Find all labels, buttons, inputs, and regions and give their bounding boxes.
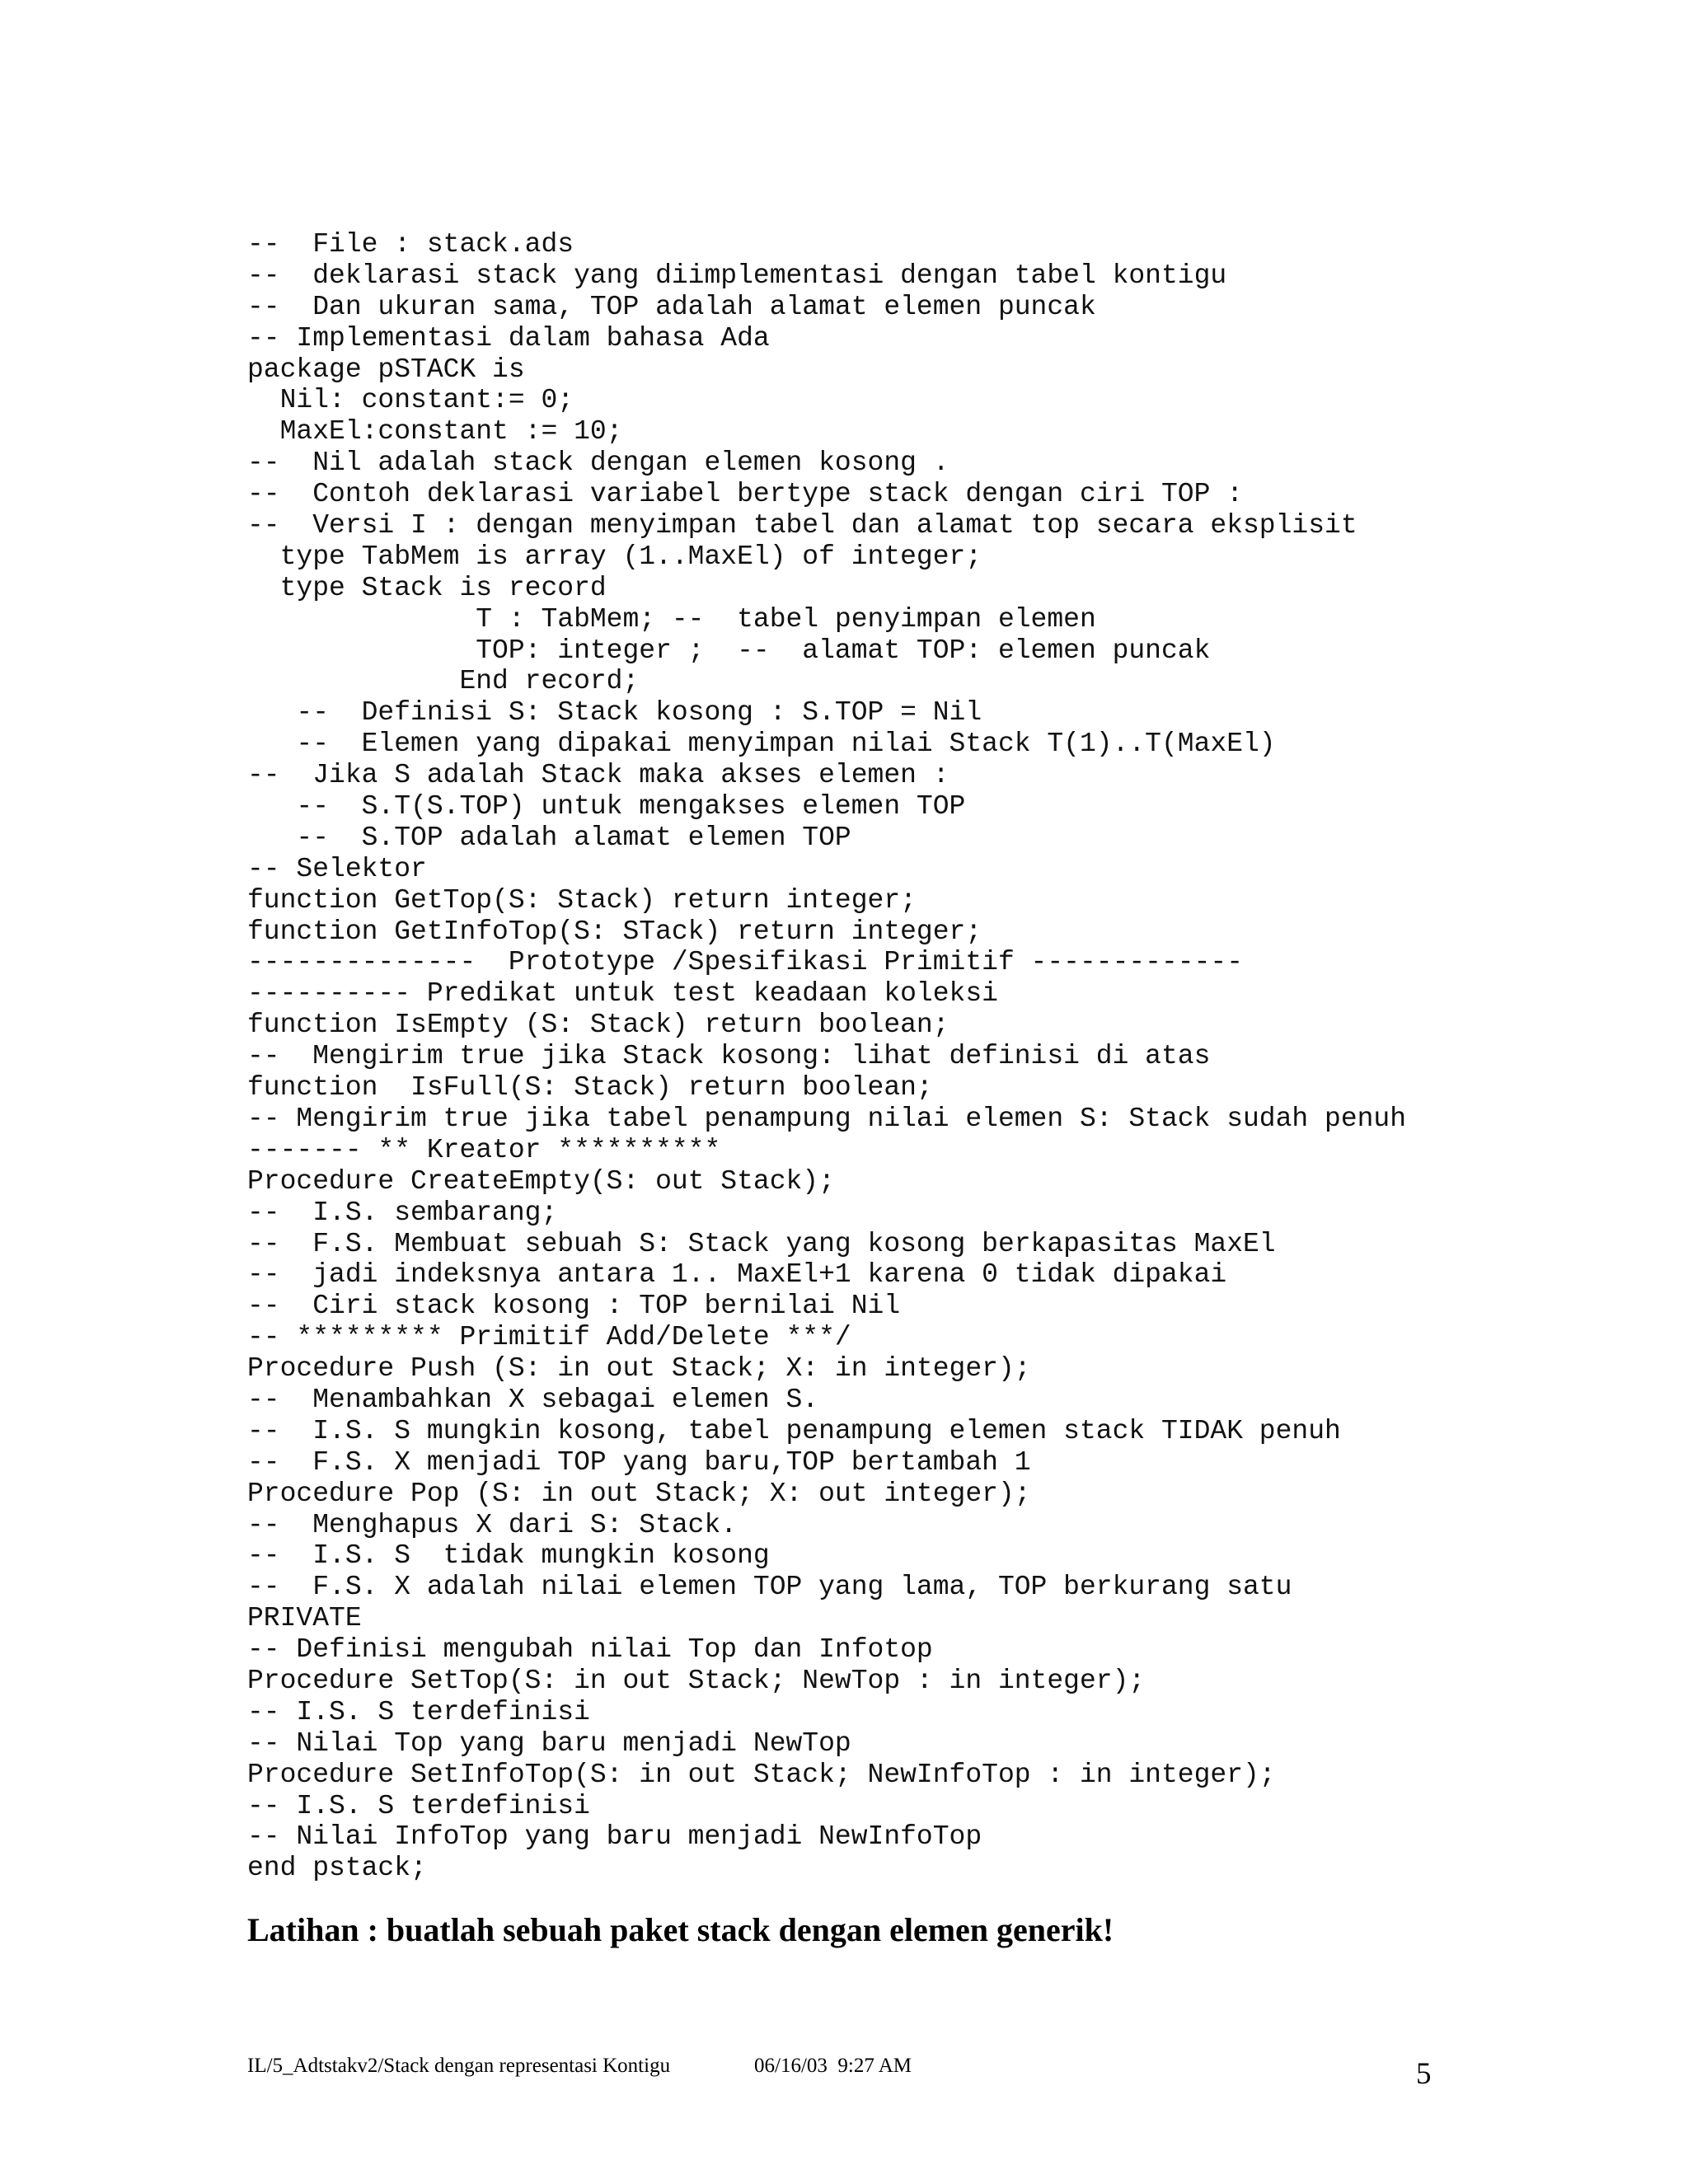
- code-line: -- I.S. S terdefinisi: [247, 1790, 590, 1821]
- code-line: function GetInfoTop(S: STack) return integer;: [247, 916, 982, 947]
- exercise-heading: Latihan : buatlah sebuah paket stack dengan elemen generik!: [247, 1911, 1114, 1948]
- code-line: -- File : stack.ads: [247, 229, 574, 260]
- code-line: -- Definisi S: Stack kosong : S.TOP = Nil: [247, 697, 982, 729]
- code-line: -- Menambahkan X sebagai elemen S.: [247, 1384, 819, 1415]
- code-line: Nil: constant:= 0;: [247, 385, 574, 416]
- code-line: -- Mengirim true jika tabel penampung nilai elemen S: Stack sudah penuh: [247, 1103, 1407, 1134]
- code-line: Procedure CreateEmpty(S: out Stack);: [247, 1165, 835, 1197]
- code-line: -- Versi I : dengan menyimpan tabel dan alamat top secara eksplisit: [247, 510, 1357, 541]
- code-line: ---------- Predikat untuk test keadaan koleksi: [247, 978, 998, 1010]
- code-line: -- I.S. S terdefinisi: [247, 1696, 590, 1727]
- code-listing: [247, 229, 1665, 1884]
- code-line: -- Elemen yang dipakai menyimpan nilai Stack T(1)..T(MaxEl): [247, 729, 1276, 760]
- code-line: -- F.S. Membuat sebuah S: Stack yang kosong berkapasitas MaxEl: [247, 1228, 1276, 1259]
- code-line: -- Nilai InfoTop yang baru menjadi NewInfoTop: [247, 1821, 982, 1853]
- code-line: Procedure SetTop(S: in out Stack; NewTop : in integer);: [247, 1665, 1146, 1696]
- code-line: -------------- Prototype /Spesifikasi Primitif -------------: [247, 947, 1243, 978]
- code-line: T : TabMem; -- tabel penyimpan elemen: [247, 603, 1096, 635]
- code-line: -- Mengirim true jika Stack kosong: lihat definisi di atas: [247, 1041, 1211, 1072]
- code-line: end pstack;: [247, 1853, 427, 1884]
- code-line: package pSTACK is: [247, 354, 525, 385]
- code-line: MaxEl:constant := 10;: [247, 416, 623, 448]
- code-line: -- Definisi mengubah nilai Top dan Infotop: [247, 1634, 933, 1666]
- code-line: type Stack is record: [247, 572, 607, 603]
- footer-datetime: 06/16/03 9:27 AM: [754, 2055, 912, 2077]
- code-line: function IsEmpty (S: Stack) return boolean;: [247, 1010, 950, 1041]
- code-line: -- F.S. X adalah nilai elemen TOP yang lama, TOP berkurang satu: [247, 1572, 1292, 1603]
- code-line: type TabMem is array (1..MaxEl) of integer;: [247, 541, 982, 572]
- code-line: function GetTop(S: Stack) return integer;: [247, 884, 917, 916]
- code-line: -- I.S. S mungkin kosong, tabel penampung elemen stack TIDAK penuh: [247, 1415, 1341, 1446]
- code-line: -- Implementasi dalam bahasa Ada: [247, 322, 770, 354]
- code-line: End record;: [247, 666, 640, 697]
- code-line: -- I.S. S tidak mungkin kosong: [247, 1540, 770, 1572]
- code-line: -- jadi indeksnya antara 1.. MaxEl+1 karena 0 tidak dipakai: [247, 1259, 1227, 1291]
- code-line: -- Nil adalah stack dengan elemen kosong .: [247, 448, 950, 479]
- code-line: PRIVATE: [247, 1603, 362, 1634]
- code-line: -- Dan ukuran sama, TOP adalah alamat elemen puncak: [247, 291, 1096, 322]
- code-line: Procedure Pop (S: in out Stack; X: out integer);: [247, 1478, 1031, 1509]
- code-line: function IsFull(S: Stack) return boolean;: [247, 1072, 933, 1104]
- code-line: TOP: integer ; -- alamat TOP: elemen puncak: [247, 635, 1211, 666]
- page-number: 5: [1416, 2057, 1432, 2091]
- code-line: ------- ** Kreator **********: [247, 1134, 721, 1165]
- code-line: Procedure Push (S: in out Stack; X: in integer);: [247, 1353, 1031, 1385]
- code-line: Procedure SetInfoTop(S: in out Stack; NewInfoTop : in integer);: [247, 1759, 1276, 1790]
- code-line: -- Selektor: [247, 853, 427, 884]
- code-line: -- Menghapus X dari S: Stack.: [247, 1509, 738, 1540]
- code-line: -- deklarasi stack yang diimplementasi dengan tabel kontigu: [247, 260, 1227, 291]
- code-line: -- Contoh deklarasi variabel bertype stack dengan ciri TOP :: [247, 479, 1243, 510]
- code-line: -- F.S. X menjadi TOP yang baru,TOP bertambah 1: [247, 1446, 1031, 1478]
- code-line: -- S.TOP adalah alamat elemen TOP: [247, 822, 851, 853]
- code-line: -- Nilai Top yang baru menjadi NewTop: [247, 1727, 851, 1759]
- code-line: -- S.T(S.TOP) untuk mengakses elemen TOP: [247, 791, 966, 823]
- code-line: -- Jika S adalah Stack maka akses elemen :: [247, 760, 950, 791]
- footer-file-path: IL/5_Adtstakv2/Stack dengan representasi Kontigu: [247, 2055, 671, 2077]
- code-line: -- I.S. sembarang;: [247, 1197, 558, 1228]
- code-line: -- ********* Primitif Add/Delete ***/: [247, 1322, 851, 1353]
- code-line: -- Ciri stack kosong : TOP bernilai Nil: [247, 1291, 901, 1322]
